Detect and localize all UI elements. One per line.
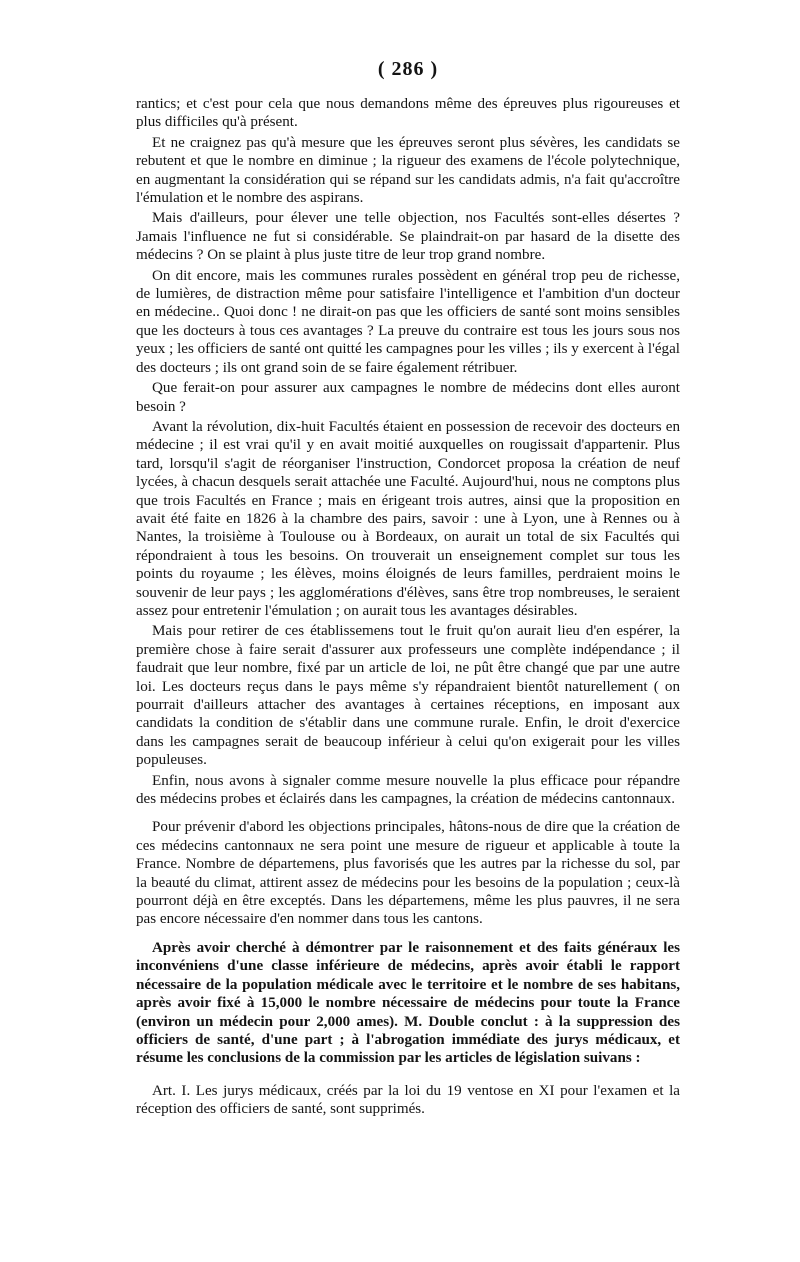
paragraph-polytechnique: Et ne craignez pas qu'à mesure que les épreuves seront plus sévères, les candidats se rebutent et que le nombre en diminue ; la rigueur des examens de l'école polytechnique, en augmentant la considération qui se répand sur les candidats admis, n'a fait qu'accroître l'émulation et le nombre des aspirans. (136, 134, 680, 207)
paragraph-continuation: rantics; et c'est pour cela que nous demandons même des épreuves plus rigoureuses et plus difficiles qu'à présent. (136, 96, 680, 131)
paragraph-question-campagnes: Que ferait-on pour assurer aux campagnes le nombre de médecins dont elles auront besoin ? (136, 380, 680, 415)
page-number: ( 286 ) (377, 58, 439, 80)
paragraph-communes-rurales: On dit encore, mais les communes rurales possèdent en général trop peu de richesse, de lumières, de distraction même pour satisfaire l'intelligence et l'ambition d'un docteur en médecine.. Quoi donc ! ne dirait-on pas que les officiers de santé sont moins sensibles que les docteurs à tous ces avantages ? La preuve du contraire est tous les jours sous nos yeux ; les officiers de santé ont quitté les campagnes pour les villes ; ils y exercent à l'égal des docteurs ; ils ont grand soin de se faire également rétribuer. (136, 267, 680, 376)
paragraph-independance-professeurs: Mais pour retirer de ces établissemens tout le fruit qu'on aurait lieu d'en espérer, la première chose à faire serait d'assurer aux professeurs une complète indépendance ; il faudrait que leur nombre, fixé par un article de loi, ne pût être changé que par une autre loi. Les docteurs reçus dans le pays même s'y répandraient bientôt naturellement ( on pourrait d'ailleurs attacher des avantages à certaines réceptions, en imposant aux candidats la condition de s'établir dans une commune rurale. Enfin, le droit d'exercice dans les campagnes serait de beaucoup inférieur à celui qu'on exigerait pour les villes populeuses. (136, 623, 680, 769)
paragraph-objections: Pour prévenir d'abord les objections principales, hâtons-nous de dire que la création de ces médecins cantonnaux ne sera point une mesure de rigueur et applicable à toute la France. Nombre de départemens, plus favorisés que les autres par la richesse du sol, par la beauté du climat, attirent assez de médecins pour les besoins de la population ; ceux-là pourront déjà en être exceptés. Dans les départemens, même les plus pauvres, il ne sera pas encore nécessaire d'en nommer dans tous les cantons. (136, 819, 680, 928)
paragraph-facultes-desertes: Mais d'ailleurs, pour élever une telle objection, nos Facultés sont-elles désertes ? Jamais l'influence ne fut si considérable. Se plaindrait-on par hasard de la disette des médecins ? On se plaint à plus juste titre de leur trop grand nombre. (136, 210, 680, 264)
paragraph-medecins-cantonnaux: Enfin, nous avons à signaler comme mesure nouvelle la plus efficace pour répandre des médecins probes et éclairés dans les campagnes, la création de médecins cantonnaux. (136, 772, 680, 808)
document-page (136, 58, 680, 1121)
paragraph-conclusions: Après avoir cherché à démontrer par le raisonnement et des faits généraux les inconvéniens d'une classe inférieure de médecins, après avoir établi le rapport nécessaire de la population médicale avec le territoire et le nombre de ses habitans, après avoir fixé à 15,000 le nombre nécessaire de médecins pour toute la France (environ un médecin pour 2,000 ames). M. Double conclut : à la suppression des officiers de santé, d'une part ; à l'abrogation immédiate des jurys médicaux, et résume les conclusions de la commission par les articles de législation suivans : (136, 939, 680, 1067)
article-one: Art. I. Les jurys médicaux, créés par la loi du 19 ventose en XI pour l'examen et la réception des officiers de santé, sont supprimés. (136, 1082, 680, 1118)
paragraph-avant-revolution: Avant la révolution, dix-huit Facultés étaient en possession de recevoir des docteurs en médecine ; il est vrai qu'il y en avait moitié auxquelles on rougissait d'appartenir. Plus tard, lorsqu'il s'agit de réorganiser l'instruction, Condorcet proposa la création de neuf lycées, à chacun desquels serait attachée une Faculté. Aujourd'hui, nous ne comptons plus que trois Facultés en France ; mais en érigeant trois autres, ainsi que la proposition en avait été faite en 1826 à la chambre des pairs, savoir : une à Lyon, une à Rennes ou à Nantes, la troisième à Toulouse ou à Bordeaux, on aurait un total de six Facultés qui répondraient à tous les besoins. On trouverait un enseignement complet sur tous les points du royaume ; les élèves, moins éloignés de leurs familles, perdraient moins le souvenir de leur pays ; les agglomérations d'élèves, sans être trop nombreuses, le seraient assez pour entretenir l'émulation ; on aurait tous les avantages désirables. (136, 418, 680, 619)
